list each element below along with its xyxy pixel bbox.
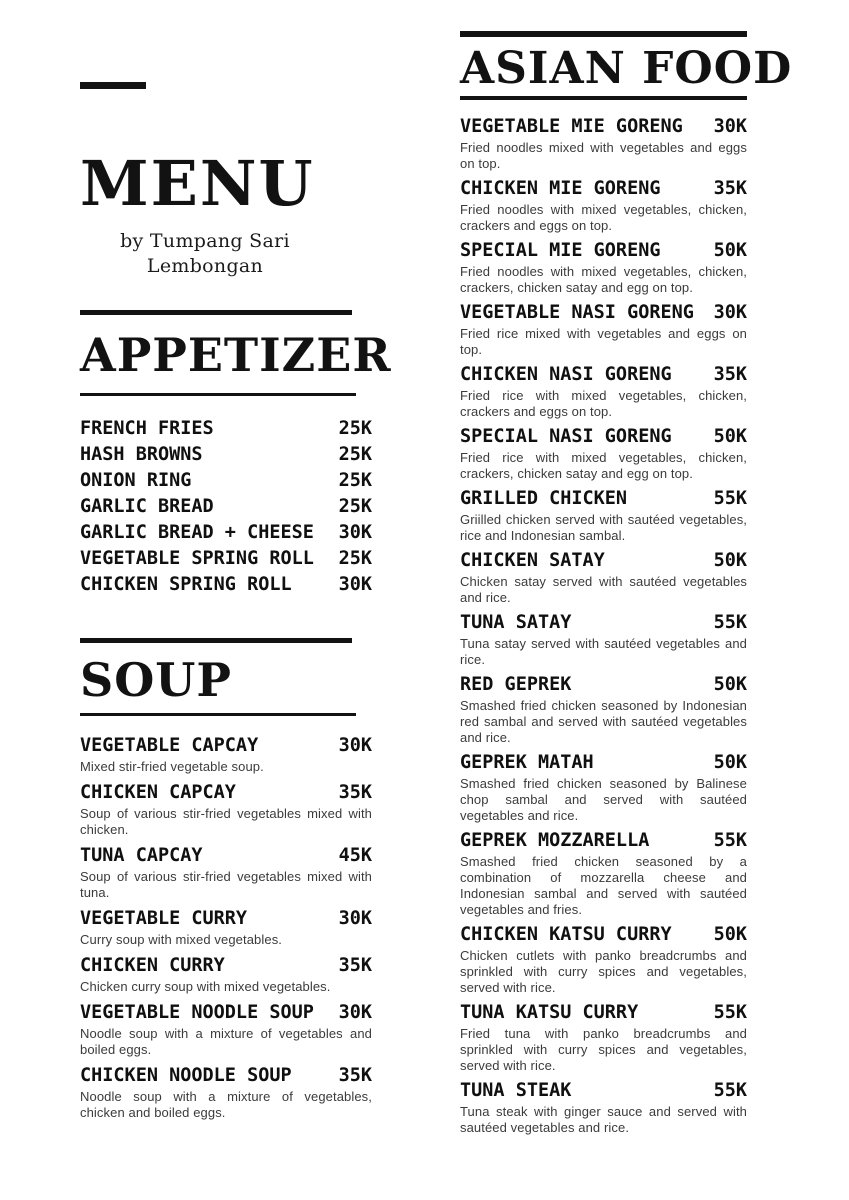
- item-description: Griilled chicken served with sautéed vegetables, rice and Indonesian sambal.: [460, 512, 747, 543]
- menu-item: [460, 364, 747, 420]
- brand-dash: [80, 82, 146, 89]
- menu-item: [460, 426, 747, 482]
- item-name: RED GEPREK: [460, 674, 572, 695]
- item-price: 25K: [338, 496, 372, 517]
- appetizer-item-list: [80, 416, 372, 598]
- menu-item-row: [460, 426, 747, 448]
- item-name: CHICKEN KATSU CURRY: [460, 924, 672, 945]
- soup-rule-bottom: [80, 713, 356, 716]
- menu-item-row: [460, 1080, 747, 1102]
- section-appetizer: [80, 310, 392, 598]
- brand-block: [80, 82, 372, 279]
- menu-item: [460, 116, 747, 172]
- item-price: 35K: [338, 782, 372, 803]
- menu-item: [460, 752, 747, 824]
- item-name: HASH BROWNS: [80, 444, 203, 465]
- menu-item-row: [80, 520, 372, 546]
- menu-item-row: [460, 488, 747, 510]
- item-description: Smashed fried chicken seasoned by a combination of mozzarella cheese and Indonesian sambal and served with sautéed vegetables and fries.: [460, 854, 747, 917]
- menu-item-row: [80, 734, 372, 757]
- menu-item-row: [460, 550, 747, 572]
- item-price: 30K: [338, 735, 372, 756]
- appetizer-rule-top: [80, 310, 352, 315]
- item-name: TUNA SATAY: [460, 612, 572, 633]
- menu-item: [80, 907, 372, 948]
- menu-item-row: [80, 546, 372, 572]
- item-description: Chicken curry soup with mixed vegetables.: [80, 979, 331, 994]
- item-price: 55K: [713, 830, 747, 851]
- menu-item: [460, 550, 747, 606]
- item-description: Fried noodles mixed with vegetables and eggs on top.: [460, 140, 747, 171]
- item-name: ONION RING: [80, 470, 192, 491]
- item-description: Soup of various stir-fried vegetables mixed with tuna.: [80, 869, 372, 900]
- item-description: Fried noodles with mixed vegetables, chicken, crackers, chicken satay and egg on top.: [460, 264, 747, 295]
- item-price: 50K: [713, 426, 747, 447]
- item-description: Noodle soup with a mixture of vegetables and boiled eggs.: [80, 1026, 372, 1057]
- menu-item-row: [80, 907, 372, 930]
- item-price: 30K: [713, 302, 747, 323]
- menu-item-row: [460, 924, 747, 946]
- item-price: 35K: [713, 178, 747, 199]
- item-price: 35K: [338, 955, 372, 976]
- item-price: 55K: [713, 612, 747, 633]
- asian-food-rule-top: [460, 31, 747, 37]
- item-price: 55K: [713, 1002, 747, 1023]
- menu-item-row: [460, 830, 747, 852]
- item-name: CHICKEN CURRY: [80, 955, 225, 976]
- menu-item: [460, 612, 747, 668]
- section-soup: [80, 638, 372, 1121]
- item-name: VEGETABLE NASI GORENG: [460, 302, 694, 323]
- item-description: Fried rice with mixed vegetables, chicken, crackers and eggs on top.: [460, 388, 747, 419]
- menu-item-row: [80, 572, 372, 598]
- menu-item-row: [460, 752, 747, 774]
- soup-rule-top: [80, 638, 352, 643]
- menu-item-row: [460, 302, 747, 324]
- menu-item-row: [80, 781, 372, 804]
- item-name: VEGETABLE SPRING ROLL: [80, 548, 314, 569]
- item-name: VEGETABLE MIE GORENG: [460, 116, 683, 137]
- item-price: 30K: [338, 908, 372, 929]
- menu-item-row: [80, 494, 372, 520]
- item-name: TUNA STEAK: [460, 1080, 572, 1101]
- item-price: 55K: [713, 1080, 747, 1101]
- menu-item: [80, 954, 372, 995]
- item-description: Fried rice with mixed vegetables, chicken, crackers, chicken satay and egg on top.: [460, 450, 747, 481]
- menu-item: [460, 1002, 747, 1074]
- menu-item-row: [80, 468, 372, 494]
- menu-item-row: [80, 442, 372, 468]
- item-name: TUNA KATSU CURRY: [460, 1002, 639, 1023]
- menu-item: [80, 734, 372, 775]
- menu-item-row: [460, 1002, 747, 1024]
- menu-item-row: [80, 1064, 372, 1087]
- asian-food-item-list: [460, 116, 747, 1136]
- item-price: 50K: [713, 924, 747, 945]
- menu-item-row: [80, 954, 372, 977]
- menu-item: [460, 178, 747, 234]
- item-description: Fried tuna with panko breadcrumbs and sprinkled with curry spices and vegetables, served with rice.: [460, 1026, 747, 1073]
- soup-item-list: [80, 734, 372, 1121]
- item-name: CHICKEN CAPCAY: [80, 782, 236, 803]
- menu-item: [460, 674, 747, 746]
- menu-item-row: [460, 364, 747, 386]
- item-price: 25K: [338, 470, 372, 491]
- item-name: CHICKEN NASI GORENG: [460, 364, 672, 385]
- menu-title: MENU: [80, 147, 315, 220]
- menu-subtitle-line1: by Tumpang Sari: [120, 230, 290, 252]
- asian-food-section-title: ASIAN FOOD: [460, 43, 793, 94]
- menu-item-row: [460, 674, 747, 696]
- menu-item: [80, 781, 372, 838]
- item-price: 30K: [338, 574, 372, 595]
- soup-section-title: SOUP: [80, 653, 232, 707]
- item-name: SPECIAL NASI GORENG: [460, 426, 672, 447]
- item-name: CHICKEN SPRING ROLL: [80, 574, 292, 595]
- item-price: 35K: [713, 364, 747, 385]
- menu-item: [460, 302, 747, 358]
- item-price: 25K: [338, 444, 372, 465]
- item-name: GEPREK MATAH: [460, 752, 594, 773]
- item-description: Smashed fried chicken seasoned by Indonesian red sambal and served with sautéed vegetables and rice.: [460, 698, 747, 745]
- menu-item: [460, 488, 747, 544]
- menu-item: [460, 924, 747, 996]
- item-price: 25K: [338, 548, 372, 569]
- item-description: Fried noodles with mixed vegetables, chicken, crackers and eggs on top.: [460, 202, 747, 233]
- menu-item-row: [80, 1001, 372, 1024]
- section-asian-food: [460, 31, 793, 1136]
- item-name: TUNA CAPCAY: [80, 845, 203, 866]
- menu-item: [460, 830, 747, 918]
- item-price: 25K: [338, 418, 372, 439]
- menu-item-row: [460, 116, 747, 138]
- item-name: VEGETABLE CURRY: [80, 908, 248, 929]
- item-price: 50K: [713, 550, 747, 571]
- right-column: [460, 0, 793, 1142]
- menu-subtitle-line2: Lembongan: [146, 255, 264, 277]
- appetizer-section-title: APPETIZER: [80, 328, 392, 382]
- item-description: Noodle soup with a mixture of vegetables, chicken and boiled eggs.: [80, 1089, 372, 1120]
- item-description: Curry soup with mixed vegetables.: [80, 932, 283, 947]
- item-description: Chicken satay served with sautéed vegetables and rice.: [460, 574, 747, 605]
- item-price: 50K: [713, 240, 747, 261]
- item-price: 50K: [713, 674, 747, 695]
- left-column: [80, 0, 392, 1127]
- menu-item: [80, 1064, 372, 1121]
- item-name: GARLIC BREAD: [80, 496, 214, 517]
- asian-food-rule-bottom: [460, 96, 747, 100]
- item-name: GARLIC BREAD + CHEESE: [80, 522, 314, 543]
- item-description: Mixed stir-fried vegetable soup.: [80, 759, 264, 774]
- item-name: GEPREK MOZZARELLA: [460, 830, 650, 851]
- item-price: 30K: [713, 116, 747, 137]
- item-description: Smashed fried chicken seasoned by Balinese chop sambal and served with sautéed vegetables and rice.: [460, 776, 747, 823]
- item-name: VEGETABLE NOODLE SOUP: [80, 1002, 314, 1023]
- item-name: VEGETABLE CAPCAY: [80, 735, 259, 756]
- item-price: 30K: [338, 1002, 372, 1023]
- item-price: 35K: [338, 1065, 372, 1086]
- item-price: 55K: [713, 488, 747, 509]
- item-name: CHICKEN SATAY: [460, 550, 605, 571]
- menu-item: [80, 1001, 372, 1058]
- item-description: Chicken cutlets with panko breadcrumbs and sprinkled with curry spices and vegetables, served with rice.: [460, 948, 747, 995]
- item-price: 50K: [713, 752, 747, 773]
- menu-item-row: [460, 240, 747, 262]
- item-description: Tuna steak with ginger sauce and served with sautéed vegetables and rice.: [460, 1104, 747, 1135]
- item-name: CHICKEN NOODLE SOUP: [80, 1065, 292, 1086]
- menu-item: [460, 240, 747, 296]
- menu-item-row: [80, 844, 372, 867]
- menu-item: [80, 844, 372, 901]
- menu-item: [460, 1080, 747, 1136]
- item-price: 45K: [338, 845, 372, 866]
- item-name: SPECIAL MIE GORENG: [460, 240, 661, 261]
- item-price: 30K: [338, 522, 372, 543]
- item-name: FRENCH FRIES: [80, 418, 214, 439]
- menu-item-row: [460, 612, 747, 634]
- item-description: Fried rice mixed with vegetables and eggs on top.: [460, 326, 747, 357]
- item-name: CHICKEN MIE GORENG: [460, 178, 661, 199]
- menu-item-row: [80, 416, 372, 442]
- item-name: GRILLED CHICKEN: [460, 488, 628, 509]
- appetizer-rule-bottom: [80, 393, 356, 396]
- menu-item-row: [460, 178, 747, 200]
- item-description: Soup of various stir-fried vegetables mixed with chicken.: [80, 806, 372, 837]
- item-description: Tuna satay served with sautéed vegetables and rice.: [460, 636, 747, 667]
